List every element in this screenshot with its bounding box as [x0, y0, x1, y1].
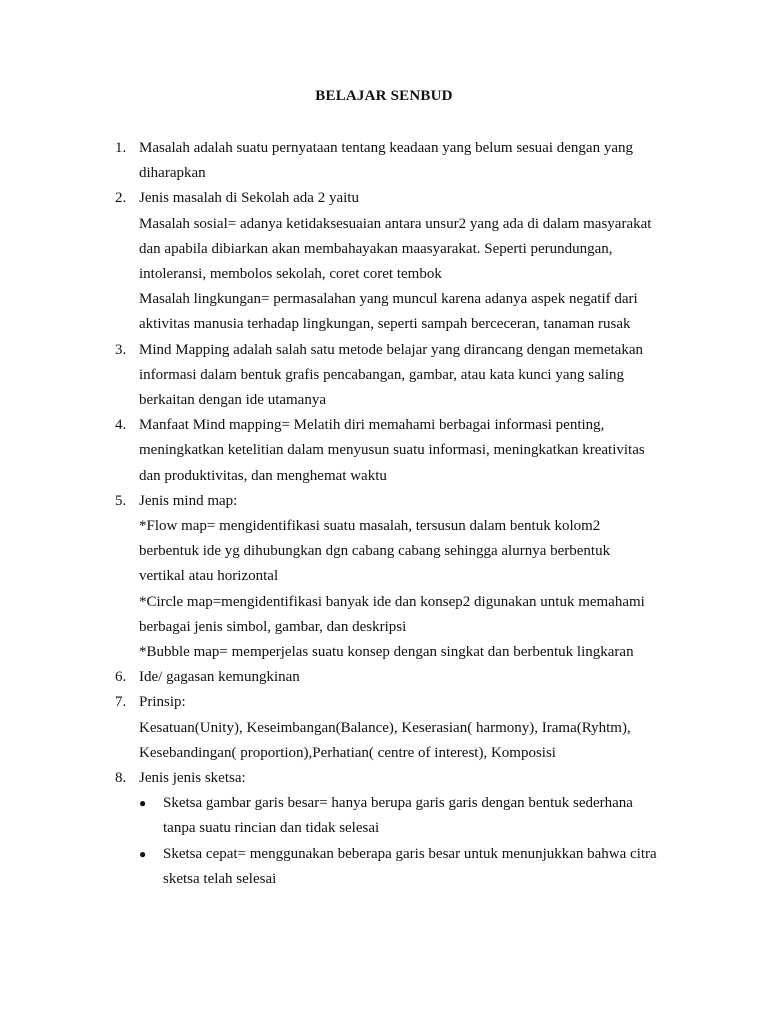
list-item-4: [115, 413, 685, 489]
list-text-line: *Circle map=mengidentifikasi banyak ide dan konsep2 digunakan untuk memahami: [139, 593, 645, 610]
list-text-line: *Flow map= mengidentifikasi suatu masalah, tersusun dalam bentuk kolom2: [139, 518, 601, 535]
list-text-line: dan apabila dibiarkan akan membahayakan maasyarakat. Seperti perundungan,: [139, 240, 613, 257]
list-text-line: diharapkan: [139, 165, 206, 182]
list-item-3: [115, 338, 685, 414]
list-text-line: Masalah sosial= adanya ketidaksesuaian antara unsur2 yang ada di dalam masyarakat: [139, 215, 652, 232]
list-text-line: Masalah adalah suatu pernyataan tentang keadaan yang belum sesuai dengan yang: [139, 140, 633, 156]
list-text-line: vertikal atau horizontal: [139, 568, 279, 585]
list-number: 6.: [115, 669, 127, 686]
list-text-line: informasi dalam bentuk grafis pencabangan, gambar, atau kata kunci yang saling: [139, 366, 625, 383]
list-number: 2.: [115, 190, 127, 207]
list-number: 8.: [115, 770, 127, 787]
list-item-1: [115, 136, 685, 186]
list-item-6: [115, 665, 685, 690]
list-text-line: Manfaat Mind mapping= Melatih diri memahami berbagai informasi penting,: [139, 417, 605, 434]
list-text-line: Jenis mind map:: [139, 492, 238, 509]
list-text-line: berbentuk ide yg dihubungkan dgn cabang cabang sehingga alurnya berbentuk: [139, 543, 611, 560]
list-item-8: [115, 766, 685, 892]
list-item-2: [115, 186, 685, 337]
list-text-line: Mind Mapping adalah salah satu metode belajar yang dirancang dengan memetakan: [139, 341, 643, 358]
list-text-line: meningkatkan ketelitian dalam menyusun suatu informasi, meningkatkan kreativitas: [139, 442, 645, 459]
list-text-line: Kesatuan(Unity), Keseimbangan(Balance), Keserasian( harmony), Irama(Ryhtm),: [139, 719, 631, 736]
list-text-line: Ide/ gagasan kemungkinan: [139, 669, 300, 686]
list-text-line: berkaitan dengan ide utamanya: [139, 392, 327, 409]
list-number: 4.: [115, 417, 127, 434]
list-number: 1.: [115, 140, 127, 156]
list-number: 7.: [115, 694, 127, 711]
list-text-line: aktivitas manusia terhadap lingkungan, seperti sampah berceceran, tanaman rusak: [139, 316, 631, 333]
list-text-line: Jenis masalah di Sekolah ada 2 yaitu: [139, 190, 359, 207]
bullet-text-line: sketsa telah selesai: [163, 870, 277, 887]
bullet-text-line: Sketsa cepat= menggunakan beberapa garis besar untuk menunjukkan bahwa citra: [163, 845, 657, 862]
bullet-text-line: tanpa suatu rincian dan tidak selesai: [163, 820, 380, 837]
list-text-line: Jenis jenis sketsa:: [139, 770, 246, 787]
bullet-text-line: Sketsa gambar garis besar= hanya berupa garis garis dengan bentuk sederhana: [163, 795, 633, 812]
list-text-line: intoleransi, membolos sekolah, coret coret tembok: [139, 266, 442, 283]
bullet-icon: ●: [139, 846, 147, 861]
bullet-item-1: [139, 791, 685, 841]
numbered-list: [115, 136, 685, 892]
list-text-line: Masalah lingkungan= permasalahan yang muncul karena adanya aspek negatif dari: [139, 291, 638, 308]
list-text-line: Prinsip:: [139, 694, 186, 711]
bullet-icon: ●: [139, 796, 147, 811]
list-text-line: berbagai jenis simbol, gambar, dan deskripsi: [139, 618, 407, 635]
list-text-line: dan produktivitas, dan menghemat waktu: [139, 467, 387, 484]
document-title: BELAJAR SENBUD: [315, 88, 453, 104]
list-text-line: Kesebandingan( proportion),Perhatian( centre of interest), Komposisi: [139, 744, 556, 761]
list-number: 5.: [115, 492, 127, 509]
list-item-5: [115, 489, 685, 665]
list-text-line: *Bubble map= memperjelas suatu konsep dengan singkat dan berbentuk lingkaran: [139, 644, 634, 661]
bullet-item-2: [139, 842, 685, 892]
list-item-7: [115, 690, 685, 766]
list-number: 3.: [115, 341, 127, 358]
